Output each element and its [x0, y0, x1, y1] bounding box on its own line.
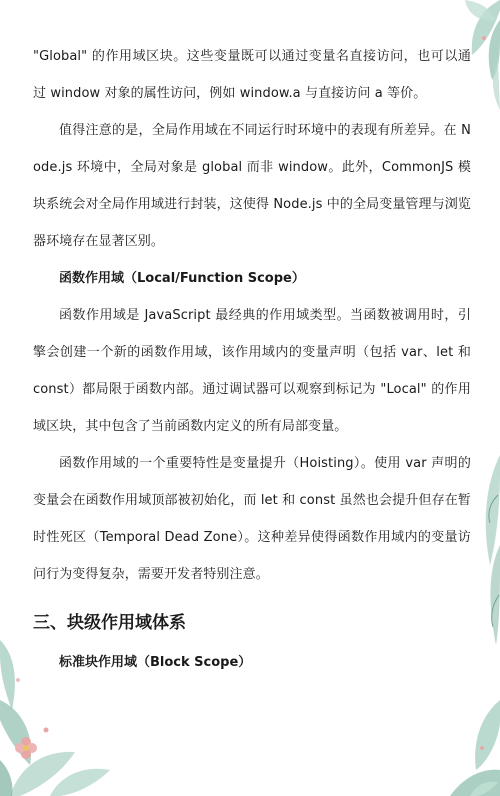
section-heading-block-scope: 三、块级作用域体系	[33, 613, 186, 633]
paragraph-hoisting: 函数作用域的一个重要特性是变量提升（Hoisting）。使用 var 声明的变量会在函数作用域顶部被初始化，而 let 和 const 虽然也会提升但存在暂时性死区（Temporal Dead Zone）。这种差异使得函数作用域内的变量访问行为变得复杂，需要开发者特别注意。	[33, 456, 471, 582]
flower-icon	[15, 737, 37, 759]
subheading-function-scope: 函数作用域（Local/Function Scope）	[59, 271, 305, 286]
paragraph-function-scope-intro: 函数作用域是 JavaScript 最经典的作用域类型。当函数被调用时，引擎会创建一个新的函数作用域，该作用域内的变量声明（包括 var、let 和 const）都局限于函数内部。通过调试器可以观察到标记为 "Local" 的作用域区块，其中包含了当前函数内定义的所有局部变量。	[33, 308, 471, 434]
paragraph-runtime-differences: 值得注意的是，全局作用域在不同运行时环境中的表现有所差异。在 Node.js 环境中，全局对象是 global 而非 window。此外，CommonJS 模块系统会对全局作用域进行封装，这使得 Node.js 中的全局变量管理与浏览器环境存在显著区别。	[33, 123, 471, 249]
paragraph-global-scope-continued: "Global" 的作用域区块。这些变量既可以通过变量名直接访问，也可以通过 window 对象的属性访问，例如 window.a 与直接访问 a 等价。	[33, 49, 471, 101]
subheading-block-scope: 标准块作用域（Block Scope）	[59, 655, 252, 670]
document-body	[33, 38, 471, 681]
leaf-decoration-bottom-right	[410, 690, 500, 796]
